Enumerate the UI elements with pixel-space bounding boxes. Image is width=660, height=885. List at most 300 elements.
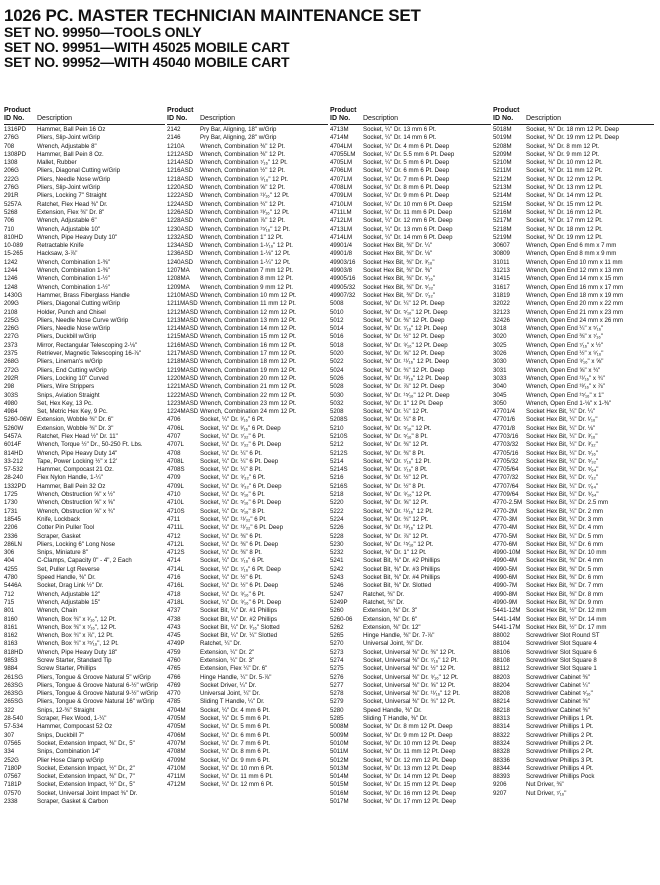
product-id: 4706 (167, 416, 181, 424)
product-id: 5208M (493, 142, 512, 150)
product-description: Socket, ⅜" Dr. 17 mm 12 Pt. (526, 217, 603, 225)
product-description: Scraper, Gasket & Carbon (37, 798, 109, 806)
product-description: Socket, Universal ⅜" Dr. ¹¹⁄₁₆" 12 Pt. (363, 690, 460, 698)
table-row (330, 649, 491, 657)
product-id: 322 (4, 706, 15, 714)
product-description: Wrench, Open End 20 mm x 22 mm (526, 300, 624, 308)
product-description: Wrench, Combination 1-½" (37, 275, 110, 283)
product-description: Pliers, Diagonal Cutting w/Grip (37, 300, 120, 308)
table-row (4, 466, 165, 474)
product-description: Socket, ⅜" Dr. ⅜" 8 Pt. (363, 449, 425, 457)
table-row (493, 416, 654, 424)
product-id: 33-212 (4, 457, 23, 465)
table-row (4, 474, 165, 482)
product-id: 227G (4, 333, 19, 341)
product-description: Socket Hex Bit, ¼" Dr. ⅛" (526, 424, 596, 432)
product-id: 1228ASD (167, 217, 194, 225)
table-row (330, 574, 491, 582)
product-id: 5446A (4, 582, 22, 590)
product-description: Screwdriver Phillips 1 Pt. (526, 723, 594, 731)
product-description: Socket Hex Bit, ⅜" Dr. 6 mm (526, 574, 604, 582)
table-row (167, 400, 328, 408)
product-description: Socket Hex Bit, ⅜" Dr. ⁷⁄₃₂" (363, 291, 435, 299)
product-description: Socket, Drag Link ½" Dr. (37, 582, 104, 590)
product-id: 292R (4, 374, 19, 382)
product-description: Wrench, Combination 1-¼" 12 Pt. (200, 258, 291, 266)
product-description: Socket Driver, ¼" Dr. (200, 681, 257, 689)
product-id: 4716 (167, 574, 181, 582)
product-id: 303S (4, 391, 19, 399)
product-description: Wrench, Pipe Heavy Duty 14" (37, 449, 118, 457)
table-row (4, 732, 165, 740)
product-id: 4708S (167, 466, 185, 474)
product-id: 4716L (167, 582, 184, 590)
table-row (167, 433, 328, 441)
product-description: Socket Hex Bit, ¼" Dr. 6 mm (526, 540, 604, 548)
product-description: Socket, ⅜" Dr. 15 mm 12 Pt. (526, 200, 603, 208)
table-row (330, 441, 491, 449)
product-description: Socket, Extension Impact, ½" Dr., 5" (37, 781, 135, 789)
table-row (4, 300, 165, 308)
product-description: Wrench, Open End ¹³⁄₁₆" x ⅞" (526, 383, 605, 391)
product-description: Nut Driver, ⁷⁄₁₆" (526, 789, 567, 797)
product-id: 298 (4, 383, 15, 391)
product-id: 4706LM (330, 167, 353, 175)
table-row (4, 632, 165, 640)
column-header (330, 99, 491, 125)
table-row (330, 599, 491, 607)
product-id: 334 (4, 748, 15, 756)
product-description: Wrench, Adjustable 12" (37, 590, 101, 598)
product-description: Pliers, Locking 10" Curved (37, 374, 109, 382)
product-id: 4749P (167, 640, 185, 648)
table-row (167, 682, 328, 690)
table-row (493, 632, 654, 640)
product-id: 32123 (493, 308, 510, 316)
table-row (330, 765, 491, 773)
product-id: 1226ASD (167, 208, 194, 216)
product-id: 1220MASD (167, 374, 199, 382)
product-description: Socket Bit, ¼" Dr. #1 Phillips (200, 607, 278, 615)
product-description: Screwdriver Phillips 2 Pt. (526, 739, 594, 747)
product-id: 5216S (330, 482, 348, 490)
product-description: Socket Hex Bit, ¼" Dr. ⁵⁄₆₄" (526, 466, 599, 474)
table-row (493, 408, 654, 416)
product-description: Screwdriver Cabinet ⁵⁄₁₆" (526, 690, 593, 698)
table-row (167, 350, 328, 358)
product-description: Wrench, Adjustable 10" (37, 225, 101, 233)
product-id-header: Product ID No. (330, 107, 357, 122)
table-row (167, 292, 328, 300)
product-id: 5210M (493, 159, 512, 167)
product-description: Socket Bit, ¼" Dr. ¼" Slotted (200, 632, 278, 640)
product-description: Pliers, Diagonal Cutting w/Grip (37, 167, 120, 175)
product-id: 1222MASD (167, 391, 199, 399)
product-description: Screwdriver Phillips 2 Pt. (526, 731, 594, 739)
table-row (167, 640, 328, 648)
product-description: Wrench, Adjustable 15" (37, 598, 101, 606)
table-row (330, 416, 491, 424)
table-row (330, 300, 491, 308)
table-row (167, 674, 328, 682)
product-description: Socket, ⅜" Dr. 12 mm 12 Pt. Deep (363, 756, 456, 764)
product-description: Extension, ⅜" Dr. 6" (363, 615, 418, 623)
table-row (493, 781, 654, 789)
product-id: 5260W (4, 424, 24, 432)
product-description: Screw Starter, Standard Tip (37, 657, 112, 664)
table-row (4, 292, 165, 300)
product-description: Wrench, Open End ⅜" x ⁷⁄₁₆" (526, 333, 603, 341)
product-id: 88104 (493, 640, 510, 648)
table-row (330, 757, 491, 765)
product-id: 5247 (330, 590, 344, 598)
product-id: 1236ASD (167, 250, 194, 258)
product-id: 88208 (493, 690, 510, 698)
product-description: Socket, ⅜" Dr. ⅞" 12 Pt. Deep (363, 383, 445, 391)
table-row (493, 234, 654, 242)
product-id: 291R (4, 192, 19, 200)
table-row (167, 367, 328, 375)
table-row (4, 790, 165, 798)
product-id: 47703/32 (493, 441, 519, 449)
product-id: 5008M (330, 723, 349, 731)
table-row (330, 516, 491, 524)
table-row (330, 748, 491, 756)
product-id: 4709M (167, 756, 186, 764)
table-row (330, 557, 491, 565)
table-row (167, 491, 328, 499)
product-id: 404 (4, 557, 15, 565)
table-row (330, 350, 491, 358)
table-row (167, 616, 328, 624)
product-description: Socket, ¼" Dr. 12 mm 6 Pt. (200, 781, 274, 789)
product-id: 4710 (167, 491, 181, 499)
product-id: 5275 (330, 665, 344, 673)
table-row (167, 466, 328, 474)
table-row (493, 433, 654, 441)
product-id: 1222ASD (167, 192, 194, 200)
table-row (4, 491, 165, 499)
product-description: Wrench, Combination 10 mm 12 Pt. (200, 291, 297, 299)
table-row (4, 433, 165, 441)
product-id: 4770-3M (493, 515, 518, 523)
product-description: Socket, ¼" Dr. ¼" 8 Pt. (200, 466, 262, 474)
table-row (4, 234, 165, 242)
table-row (493, 557, 654, 565)
product-description: Screwdriver Cabinet ⅜" (526, 706, 590, 714)
product-id: 5009M (330, 731, 349, 739)
product-id: 2338 (4, 798, 18, 806)
table-row (4, 259, 165, 267)
table-row (4, 665, 165, 673)
table-row (330, 309, 491, 317)
table-row (4, 367, 165, 375)
table-row (493, 541, 654, 549)
product-description: Socket, ⅜" Dr. 16 mm 12 Pt. Deep (363, 789, 456, 797)
product-id: 47055LM (330, 150, 356, 158)
product-description: Hacksaw, 3-⅞" (37, 250, 78, 258)
product-description: Socket, Universal ⅜" Dr. ⁷⁄₁₆" 12 Pt. (363, 657, 459, 664)
table-row (330, 474, 491, 482)
product-id: 4990-8M (493, 590, 518, 598)
product-description: Wrench, Box ⅜" x ⁷⁄₁₆", 12 Pt. (37, 623, 117, 631)
product-description: Socket, ⅜" Dr. ¾" 12 Pt. (363, 515, 429, 523)
product-id: 5016M (330, 789, 349, 797)
product-description: Pliers, Lineman's w/Grip (37, 358, 103, 366)
product-description: Socket, ⅜" Dr. 16 mm 12 Pt. (526, 208, 603, 216)
table-row (493, 167, 654, 175)
table-row (493, 740, 654, 748)
product-id: 47707/32 (493, 474, 519, 482)
product-description: Wrench, Combination 16 mm 12 Pt. (200, 341, 297, 349)
table-row (167, 474, 328, 482)
product-description: Ratchet, ⅜" Dr. (363, 598, 405, 606)
product-description: Holder, Punch and Chisel (37, 308, 106, 316)
product-description: Socket, ¼" Dr. 11 mm 6 Pt. (200, 773, 273, 781)
product-id: 88204 (493, 681, 510, 689)
product-description: Wrench, Pipe Heavy Duty 10" (37, 233, 118, 241)
table-row (167, 242, 328, 250)
product-id: 4704M (167, 706, 186, 714)
product-id: 5032 (330, 399, 344, 407)
table-row (4, 450, 165, 458)
table-row (167, 657, 328, 665)
product-description: Socket Hex Bit, ¼" Dr. ⁷⁄₆₄" (526, 482, 599, 490)
table-row (330, 798, 491, 806)
table-row (167, 698, 328, 706)
product-id: 1212ASD (167, 150, 194, 158)
product-description: Socket, Universal Joint Impact ⅜" Dr. (37, 789, 138, 797)
product-id: 1210A (167, 142, 185, 150)
product-id: 276G (4, 134, 19, 142)
table-row (4, 184, 165, 192)
product-id: 5224 (330, 515, 344, 523)
product-description: C-Clamps, Capacity 0" - 4", 2 Each (37, 557, 132, 565)
table-row (330, 159, 491, 167)
product-id: 8162 (4, 632, 18, 640)
product-description: Wrench, Combination ⅜" 12 Pt. (200, 150, 286, 158)
product-description: Socket, ⅜" Dr. 13 mm 12 Pt. (526, 184, 603, 192)
product-description: Socket, ⅜" Dr. 1" 12 Pt. (363, 549, 427, 557)
table-row (330, 715, 491, 723)
table-row (167, 732, 328, 740)
product-description: Socket, ¼" Dr. ³⁄₁₆" 6 Pt. Deep (200, 424, 281, 432)
product-description: Socket, ¼" Dr. 10 mm 6 Pt. (200, 764, 274, 772)
product-description: Wrench, Open End ⅝" x ¾" (526, 366, 601, 374)
table-row (167, 333, 328, 341)
product-description: Socket, ¼" Dr. ⁵⁄₁₆" 6 Pt. (200, 491, 265, 499)
table-row (493, 616, 654, 624)
product-id: 4707M (167, 739, 186, 747)
table-row (493, 317, 654, 325)
product-description: Wrench, Combination 1" 12 Pt. (200, 233, 284, 241)
table-row (4, 192, 165, 200)
product-description: Socket, ¼" Dr. 6 mm 6 Pt. (200, 731, 270, 739)
product-id: 5441-14M (493, 615, 521, 623)
product-description: Wrench, Open End 6 mm x 7 mm (526, 242, 617, 250)
table-row (493, 566, 654, 574)
table-row (167, 259, 328, 267)
product-description: Wrench, Open End 21 mm x 23 mm (526, 308, 624, 316)
product-id: 28-540 (4, 715, 23, 723)
product-id: 1230ASD (167, 225, 194, 233)
product-id: 4714L (167, 565, 184, 573)
table-row (493, 765, 654, 773)
product-id: 49907/32 (330, 291, 356, 299)
table-row (330, 317, 491, 325)
product-id: 4710M (167, 764, 186, 772)
product-description: Socket Hex Bit, ¼" Dr. 3 mm (526, 515, 604, 523)
table-row (493, 474, 654, 482)
product-description: Socket, ⅜" Dr. ⁵⁄₁₆" 12 Pt. (363, 424, 432, 432)
product-description: Socket, ¼" Dr. ⁹⁄₃₂" 6 Pt. (200, 474, 266, 482)
product-id: 5214M (493, 192, 512, 200)
product-id: 1214MASD (167, 325, 199, 333)
product-description: Socket, ¼" Dr. ½" 6 Pt. (200, 574, 262, 582)
product-id: 49905/16 (330, 275, 356, 283)
table-row (167, 765, 328, 773)
product-description: Wrench, Combination ⁷⁄₁₆" 12 Pt. (200, 159, 288, 167)
product-id: 4990-10M (493, 549, 521, 557)
product-description: Socket, Extension Impact, ⅜" Dr., 7" (37, 773, 135, 781)
product-id: 5210S (330, 432, 348, 440)
product-description: Wrench, Torque ½" Dr., 50-250 Ft. Lbs. (37, 441, 143, 449)
product-id: 1246 (4, 275, 18, 283)
product-id: 47701/6 (493, 416, 516, 424)
product-description: Screwdriver Slot Square 4 (526, 640, 597, 648)
product-id-header: Product ID No. (493, 107, 520, 122)
product-id: 5274 (330, 657, 344, 664)
product-id: 49903/8 (330, 267, 353, 275)
product-id: 1221MASD (167, 383, 199, 391)
product-description: Wrench, Box ⅜" x ¹⁄₁₆", 12 Pt. (37, 615, 117, 623)
table-row (493, 217, 654, 225)
table-row (4, 740, 165, 748)
product-id: 9884 (4, 665, 18, 673)
table-row (167, 250, 328, 258)
product-description: Socket, ¼" Dr. ⅜" 8 Pt. (200, 549, 262, 557)
product-description: Socket Hex Bit, ¼" Dr. 4 mm (526, 524, 604, 532)
product-id: 4710L (167, 499, 184, 507)
product-description: Wrench, Combination ⅝" 12 Pt. (200, 184, 286, 192)
product-id: 4770-5M (493, 532, 518, 540)
product-description: Socket Hex Bit, ⅜" Dr. ⅛" (363, 250, 433, 258)
table-row (493, 367, 654, 375)
table-row (4, 657, 165, 665)
table-row (330, 566, 491, 574)
product-description: Wrench, Combination ⅜" 12 Pt. (200, 142, 286, 150)
product-id: 5212M (493, 175, 512, 183)
product-description: Socket, ⅜" Dr. 11 mm 12 Pt. (526, 167, 603, 175)
product-description: Socket, ¼" Dr. 10 mm 6 Pt. Deep (363, 200, 453, 208)
table-row (330, 167, 491, 175)
product-id: 5216 (330, 474, 344, 482)
product-id: 15-265 (4, 250, 23, 258)
product-id: 5278 (330, 690, 344, 698)
product-id: 5241 (330, 557, 344, 565)
table-row (4, 209, 165, 217)
product-id: 4745 (167, 632, 181, 640)
product-description: Extension, ⅜" Dr. 3" (363, 607, 418, 615)
product-id: 263SG (4, 690, 23, 698)
table-row (330, 259, 491, 267)
product-id: 4770-2M (493, 507, 518, 515)
product-id: 4708M (167, 748, 186, 756)
catalog-page (4, 6, 656, 806)
table-row (4, 408, 165, 416)
product-description: Extension, ⅜" Dr. 12" (363, 623, 421, 631)
table-row (493, 757, 654, 765)
table-row (493, 698, 654, 706)
product-id: 88002 (493, 632, 510, 640)
table-row (330, 425, 491, 433)
product-description: Extension, ¼" Dr. 2" (200, 648, 255, 656)
table-row (167, 723, 328, 731)
product-id: 1224MASD (167, 408, 199, 416)
product-id: 5262 (330, 623, 344, 631)
product-id: 5279 (330, 698, 344, 706)
product-id: 2206 (4, 524, 18, 532)
product-description: Socket, ⅜" Dr. ¼" 12 Pt. Deep (363, 300, 445, 308)
product-description: Wrench, Open End 1-⅛" x 1-⅜" (526, 399, 612, 407)
table-row (493, 201, 654, 209)
product-id: 5220 (330, 499, 344, 507)
product-id: 7181P (4, 781, 22, 789)
product-description: Wrench, Adjustable 6" (37, 217, 97, 225)
product-description: Socket, ¼" Dr. ⁵⁄₁₆" 6 Pt. Deep (200, 499, 282, 507)
product-id: 5232 (330, 549, 344, 557)
product-description: Socket, ⅜" Dr. 9 mm 12 Pt. Deep (363, 731, 453, 739)
table-row (493, 707, 654, 715)
table-row (493, 309, 654, 317)
table-row (167, 458, 328, 466)
table-row (493, 715, 654, 723)
table-row (493, 508, 654, 516)
table-row (4, 275, 165, 283)
product-description: Socket Hex Bit, ⅜" Dr. ⅜" (363, 267, 433, 275)
product-id: 5026 (330, 374, 344, 382)
table-row (4, 226, 165, 234)
product-id: 4705M (167, 715, 186, 723)
column-header (4, 99, 165, 125)
table-row (4, 516, 165, 524)
product-id: 5216M (493, 208, 512, 216)
product-id: 5218M (493, 225, 512, 233)
product-id: 49901/8 (330, 250, 353, 258)
product-description: Socket, ⅜" Dr. ⁷⁄₁₆" 8 Pt. (363, 466, 428, 474)
table-row (330, 358, 491, 366)
table-row (330, 134, 491, 142)
table-row (167, 425, 328, 433)
table-row (4, 508, 165, 516)
product-description: Wrench, Combination 8 mm 12 Pt. (200, 275, 294, 283)
product-id: 88313 (493, 715, 510, 723)
product-description: Socket, ¼" Dr. ⁹⁄₁₆" 6 Pt. Deep (200, 598, 282, 606)
product-description: Wrench, Combination 24 mm 12 Pt. (200, 408, 297, 416)
table-row (330, 665, 491, 673)
product-id: 5022 (330, 358, 344, 366)
table-row (167, 284, 328, 292)
table-row (493, 649, 654, 657)
product-id: 47701/4 (493, 408, 516, 416)
product-id: 5276 (330, 673, 344, 681)
table-row (4, 707, 165, 715)
table-row (493, 607, 654, 615)
product-id: 272G (4, 366, 19, 374)
product-description: Socket Hex Bit, ⅜" Dr. ³⁄₁₆" (363, 258, 435, 266)
product-id: 5265 (330, 632, 344, 640)
table-row (167, 599, 328, 607)
